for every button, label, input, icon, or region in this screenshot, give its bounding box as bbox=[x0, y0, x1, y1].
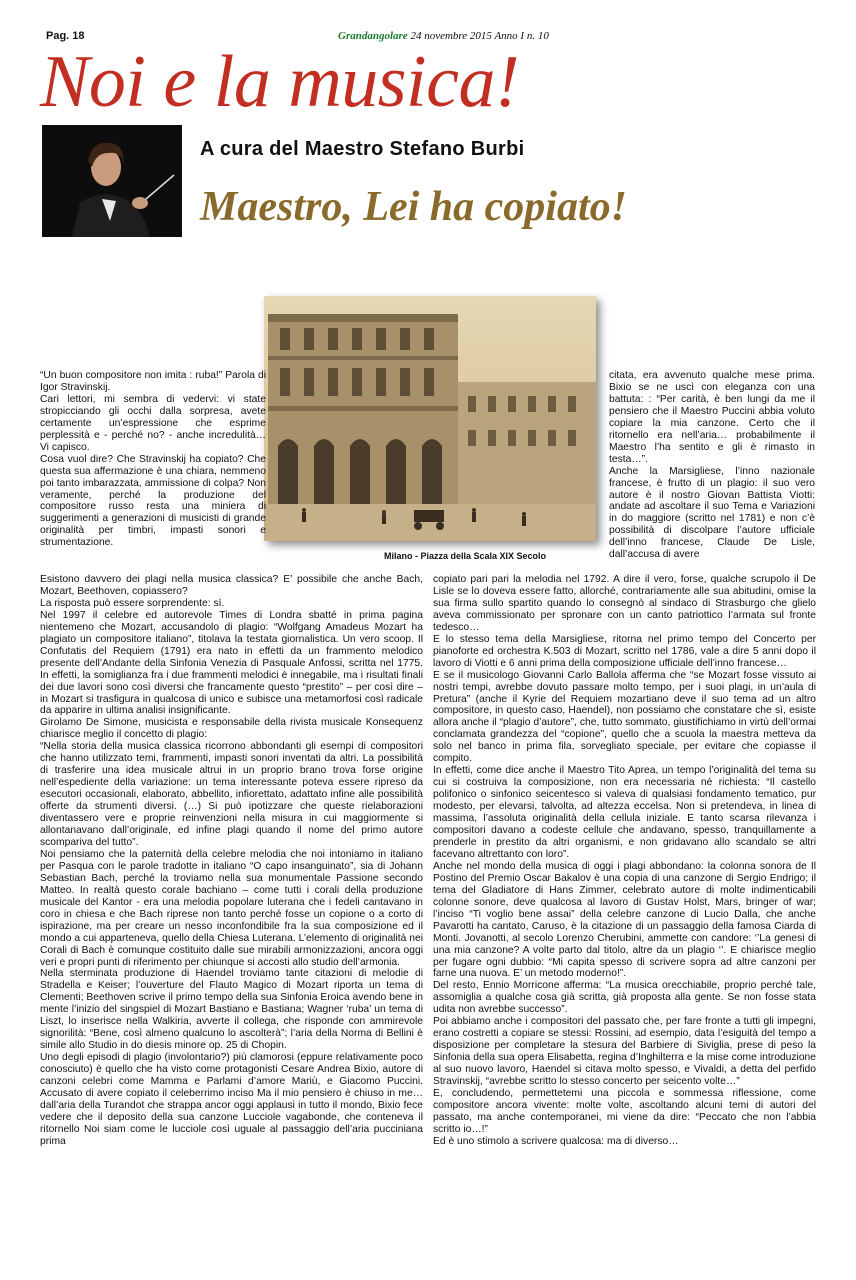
article-subtitle: Maestro, Lei ha copiato! bbox=[200, 184, 627, 230]
byline: A cura del Maestro Stefano Burbi bbox=[200, 138, 525, 160]
issue-info: 24 novembre 2015 Anno I n. 10 bbox=[410, 30, 549, 42]
page-title: Noi e la musica! bbox=[40, 41, 520, 123]
photo-caption: Milano - Piazza della Scala XIX Secolo bbox=[384, 551, 547, 561]
article-text-left-bottom: Esistono davvero dei plagi nella musica classica? E’ possibile che anche Bach, Mozart, Beethoven, copiassero? La risposta può essere sorprendente: sì. Nel 1997 il celebre ed autorevole Times di Londra sbatté in prima pagina nientemeno che Mozart, accusandolo di plagio: “Wolfgang Amadeus Mozart ha plagiato un compositore italiano”, titolava la testata giornalistica. Un vero scoop. Il Confutatis del Requiem (1791) era nato in effetti da un frammento melodico presente dell’Andante della Sinfonia Venezia di Pasquale Anfossi, scritta nel 1775. In effetti, la somiglianza fra i due frammenti melodici è innegabile, ma i risultati finali dei due lavori sono così diversi che francamente questo “prestito” – per così dire – in Mozart si trasfigura in qualcosa di unico e subisce una metamorfosi così radicale da apparire in ultima analisi insignificante. Girolamo De Simone, musicista e responsabile della rivista musicale Konsequenz chiarisce meglio il concetto di plagio: “Nella storia della musica classica ricorrono abbondanti gli esempi di compositori che hanno utilizzato temi, frammenti, impasti sonori inventati da altri. La possibilità di trasferire una idea musicale altrui in un proprio brano trova forse origine nell’espediente della variazione: un tema interessante poteva essere ripreso da esecutori occasionali, elaborato, abbellito, infiorettato, adattato infine alle possibilità offerte da strumenti diversi. (…) Si può ipotizzare che queste rielaborazioni diventassero vere e proprie reinvenzioni nella misura in cui maggiormente si allontanavano dall’originale, ed infine plagi quando il nome del primo autore scompariva del tutto”. Noi pensiamo che la paternità della celebre melodia che noi intoniamo in italiano per Pasqua con le parole tradotte in italiano “O capo insanguinato”, sia di Johann Sebastian Bach, perché la troviamo nella sua monumentale Passione secondo Matteo. In realtà questo corale bachiano – come tutti i corali della produzione musicale del Kantor - era una melodia popolare luterana che i fedeli cantavano in coro in chiesa e che Bach riprese non tanto perché fosse un copione o a corto di ispirazione, ma per creare un nesso inconfondibile fra la sua composizione ed il mondo a cui apparteneva, quello della Chiesa Luterana. L’elemento di originalità nei Corali di Bach è comunque costituito dalle sue mirabili armonizzazioni, ancora oggi veri e propri punti di riferimento per chiunque si accosti allo studio dell’armonia. Nella sterminata produzione di Haendel troviamo tante citazioni di melodie di Stradella e Keiser; l’ouverture del Flauto Magico di Mozart riporta un tema di Clementi; Beethoven scrive il primo tempo della sua Sinfonia Eroica avendo bene in mente l’inizio del singspiel di Mozart Bastiano e Bastiana; Wagner ‘ruba’ un tema di Liszt, lo inserisce nella Walkiria, avverte il collega, che risponde con ammirevole signorilità: “Bene, così almeno qualcuno lo ascolterà”; l’aria della Norma di Bellini è simile allo Studio in do diesis minore op. 25 di Chopin. Uno degli episodi di plagio (involontario?) più clamorosi (eppure relativamente poco conosciuto) è quello che ha visto come protagonisti Cesare Andrea Bixio, autore di canzoni celebri come Mamma e Parlami d’amore Mariù, e Giacomo Puccini. Accusato di avere copiato il celeberrimo inciso Ma il mio pensiero è chiuso in me… dall’aria della Turandot che strappa ancor oggi applausi in tutto il mondo, Bixio fece vedere che il deposito della sua canzone Lucciole vagabonde, che conteneva il ritornello Noi siam come le lucciole così uguale al passaggio dell’aria pucciniana prima bbox=[40, 574, 423, 1147]
article-text-left-top: “Un buon compositore non imita : ruba!” Parola di Igor Stravinskij. Cari lettori, mi sembra di vedervi: vi state stropicciando gli occhi dalla sorpresa, avete certamente un’espressione che esprime perplessità e - perché no? - anche incredulità… Vi capisco. Cosa vuol dire? Che Stravinskij ha copiato? Che questa sua affermazione è una chiara, nemmeno poi tanto imbarazzata, ammissione di colpa? Non veramente, perché la produzione del compositore russo resta una miniera di suggerimenti a generazioni di musicisti di grande originalità per timbri, impasti sonori e strumentazione. bbox=[40, 370, 266, 549]
publication-name: Grandangolare bbox=[338, 30, 408, 42]
author-portrait bbox=[42, 125, 182, 237]
la-scala-illustration bbox=[264, 296, 596, 541]
article-text-right-bottom: copiato pari pari la melodia nel 1792. A dire il vero, forse, qualche scrupolo il De Lisle se lo doveva essere fatto, allorché, contrariamente alle sua abitudini, omise la sua firma sullo spartito quando lo consegnò al sindaco di Strasburgo che glielo aveva commissionato per spronare con un canto patriottico l’armata sul fronte tedesco… E lo stesso tema della Marsigliese, ritorna nel primo tempo del Concerto per pianoforte ed orchestra K.503 di Mozart, scritto nel 1786, vale a dire 5 anni dopo il lavoro di Viotti e 6 anni prima della composizione ufficiale dell’inno francese… E se il musicologo Giovanni Carlo Ballola afferma che “se Mozart fosse vissuto ai nostri tempi, avrebbe dovuto passare molto tempo, per i suoi plagi, in un’aula di Pretura” (anche il Kyrie del Requiem mozartiano deve il suo tema ad un altro compositore, in questo caso, Haendel), non possiamo che constatare che sì, esiste allora anche il “plagio d’autore”, che, tutto sommato, giustifichiamo in virtù dell’ormai conclamata grandezza del “copione”, quello che a scuola la maestra metteva da solo nel banco in prima fila, sorvegliato speciale, per evitare che copiasse il compito. In effetti, come dice anche il Maestro Tito Aprea, un tempo l’originalità del tema su cui si costruiva la composizione, non era necessaria né richiesta: “Il castello polifonico o sinfonico seicentesco si valeva di qualsiasi fondamento tematico, pur modesto, per elevarsi, talvolta, ad altezza eccelsa. Non si pretendeva, in linea di massima, l’assoluta originalità della cellula iniziale. E tanto scarsa rilevanza i compositori davano a codeste cellule che andavano, spesso, tranquillamente a prenderle in prestito da altri organismi, e non gridavano allo scandalo se altri facevano altrettanto con loro”. Anche nel mondo della musica di oggi i plagi abbondano: la colonna sonora de Il Postino del Premio Oscar Bakalov è una copia di una canzone di Sergio Endrigo; il tema del Gladiatore di Hans Zimmer, celebrato autore di molte indimenticabili colonne sonore, deve qualcosa al lavoro di Gustav Holst, Mars, bringer of war; l’inciso “Ti voglio bene assai” della celebre canzone di Lucio Dalla, che anche Pavarotti ha cantato, Caruso, è la citazione di un passaggio della famosa Ciarda di Monti. Jovanotti, al secolo Lorenzo Cherubini, ammette con candore: ‘’La genesi di una mia canzone? A volte parto dal titolo, altre da un plagio ‘’. E chiarisce meglio per fugare ogni dubbio: “Mi capita spesso di scrivere sopra ad altre canzoni per farne una nuova. E’ un metodo moderno!”. Del resto, Ennio Morricone afferma: “La musica orecchiabile, proprio perché tale, assomiglia a qualche cosa già scritta, già proposta alla gente. Se non fosse stata udita non avrebbe successo”. Poi abbiamo anche i compositori del passato che, per fare fronte a tutti gli impegni, erano costretti a copiare se stessi: Rossini, ad esempio, data l’esiguità del tempo a disposizione per completare la stesura del Barbiere di Siviglia, prese di peso la Sinfonia della sua opera Elisabetta, regina d’Inghilterra e la mise come introduzione al suo nuovo lavoro, Haendel si citava molto spesso, e Vivaldi, a detta del perfido Stravinskij, “avrebbe scritto lo stesso concerto per seicento volte…” E, concludendo, permettetemi una piccola e sommessa riflessione, come compositore ancora vivente: molte volte, ascoltando alcuni temi di autori del passato, ma anche contemporanei, mi viene da dire: “Peccato che non l’abbia scritto io…!” Ed è uno stimolo a scrivere qualcosa: ma di diverso… bbox=[433, 574, 816, 1147]
page-number: Pag. 18 bbox=[46, 30, 85, 42]
article-text-right-top: citata, era avvenuto qualche mese prima. Bixio se ne uscì con eleganza con una battuta: : “Per carità, è ben lungi da me il pensiero che il Maestro Puccini abbia voluto copiare la mia canzone. Certo che il ritornello era nell’aria… probabilmente il Maestro l’ha sentito e gli è rimasto in testa…”. Anche la Marsigliese, l’inno nazionale francese, è frutto di un plagio: il suo vero autore è il nostro Giovan Battista Viotti: andate ad ascoltare il suo Tema e Variazioni in do maggiore (scritto nel 1781) e non c’è possibilità di discolpare l’autore ufficiale dell’inno francese, Claude De Lisle, dall’accusa di avere bbox=[609, 370, 815, 561]
